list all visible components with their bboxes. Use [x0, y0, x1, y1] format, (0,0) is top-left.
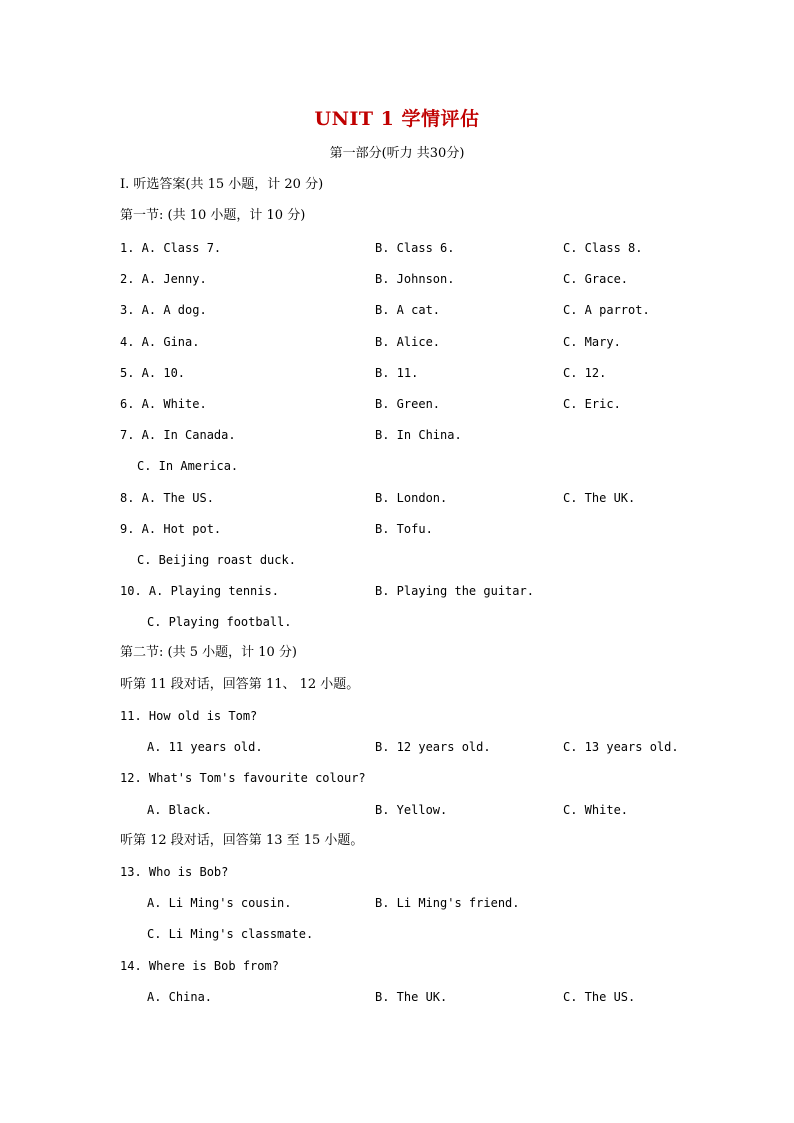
q4-option-a: 4. A. Gina. — [120, 335, 200, 349]
section1-heading: Ⅰ. 听选答案(共 15 小题，计 20 分) — [120, 177, 324, 192]
q11-option-a: A. 11 years old. — [147, 740, 263, 754]
part-heading: 第一部分(听力 共30分) — [329, 146, 465, 161]
q11-stem: 11. How old is Tom? — [120, 709, 258, 723]
q4-option-b: B. Alice. — [375, 335, 441, 349]
q7-option-c: C. In America. — [137, 459, 239, 473]
q13-stem: 13. Who is Bob? — [120, 865, 229, 879]
q14-option-b: B. The UK. — [375, 990, 448, 1004]
q10-option-b: B. Playing the guitar. — [375, 584, 534, 598]
q12-option-a: A. Black. — [147, 803, 213, 817]
q14-option-c: C. The US. — [563, 990, 636, 1004]
q13-option-c: C. Li Ming's classmate. — [147, 927, 314, 941]
q6-option-a: 6. A. White. — [120, 397, 207, 411]
q14-stem: 14. Where is Bob from? — [120, 959, 279, 973]
q6-option-b: B. Green. — [375, 397, 441, 411]
q1-option-c: C. Class 8. — [563, 241, 643, 255]
q8-option-c: C. The UK. — [563, 491, 636, 505]
subsection1-heading: 第一节: (共 10 小题，计 10 分) — [120, 208, 306, 223]
q12-option-c: C. White. — [563, 803, 629, 817]
q5-option-c: C. 12. — [563, 366, 607, 380]
q5-option-a: 5. A. 10. — [120, 366, 186, 380]
q7-option-a: 7. A. In Canada. — [120, 428, 236, 442]
q9-option-b: B. Tofu. — [375, 522, 433, 536]
q6-option-c: C. Eric. — [563, 397, 621, 411]
q2-option-c: C. Grace. — [563, 272, 629, 286]
q13-option-b: B. Li Ming's friend. — [375, 896, 520, 910]
q3-option-a: 3. A. A dog. — [120, 303, 207, 317]
q4-option-c: C. Mary. — [563, 335, 621, 349]
q2-option-b: B. Johnson. — [375, 272, 455, 286]
q10-option-c: C. Playing football. — [147, 615, 292, 629]
q5-option-b: B. 11. — [375, 366, 419, 380]
q1-option-a: 1. A. Class 7. — [120, 241, 222, 255]
q8-option-b: B. London. — [375, 491, 448, 505]
q9-option-c: C. Beijing roast duck. — [137, 553, 296, 567]
q3-option-b: B. A cat. — [375, 303, 441, 317]
q11-option-b: B. 12 years old. — [375, 740, 491, 754]
q14-option-a: A. China. — [147, 990, 213, 1004]
q2-option-a: 2. A. Jenny. — [120, 272, 207, 286]
q10-option-a: 10. A. Playing tennis. — [120, 584, 279, 598]
dialog11-instruction: 听第 11 段对话，回答第 11、 12 小题。 — [120, 677, 360, 692]
subsection2-heading: 第二节: (共 5 小题，计 10 分) — [120, 645, 297, 660]
q9-option-a: 9. A. Hot pot. — [120, 522, 222, 536]
q1-option-b: B. Class 6. — [375, 241, 455, 255]
q11-option-c: C. 13 years old. — [563, 740, 679, 754]
q12-stem: 12. What's Tom's favourite colour? — [120, 771, 366, 785]
q7-option-b: B. In China. — [375, 428, 462, 442]
q3-option-c: C. A parrot. — [563, 303, 650, 317]
q13-option-a: A. Li Ming's cousin. — [147, 896, 292, 910]
dialog12-instruction: 听第 12 段对话，回答第 13 至 15 小题。 — [120, 833, 364, 848]
page-title: UNIT 1 学情评估 — [314, 108, 480, 130]
q8-option-a: 8. A. The US. — [120, 491, 214, 505]
q12-option-b: B. Yellow. — [375, 803, 448, 817]
